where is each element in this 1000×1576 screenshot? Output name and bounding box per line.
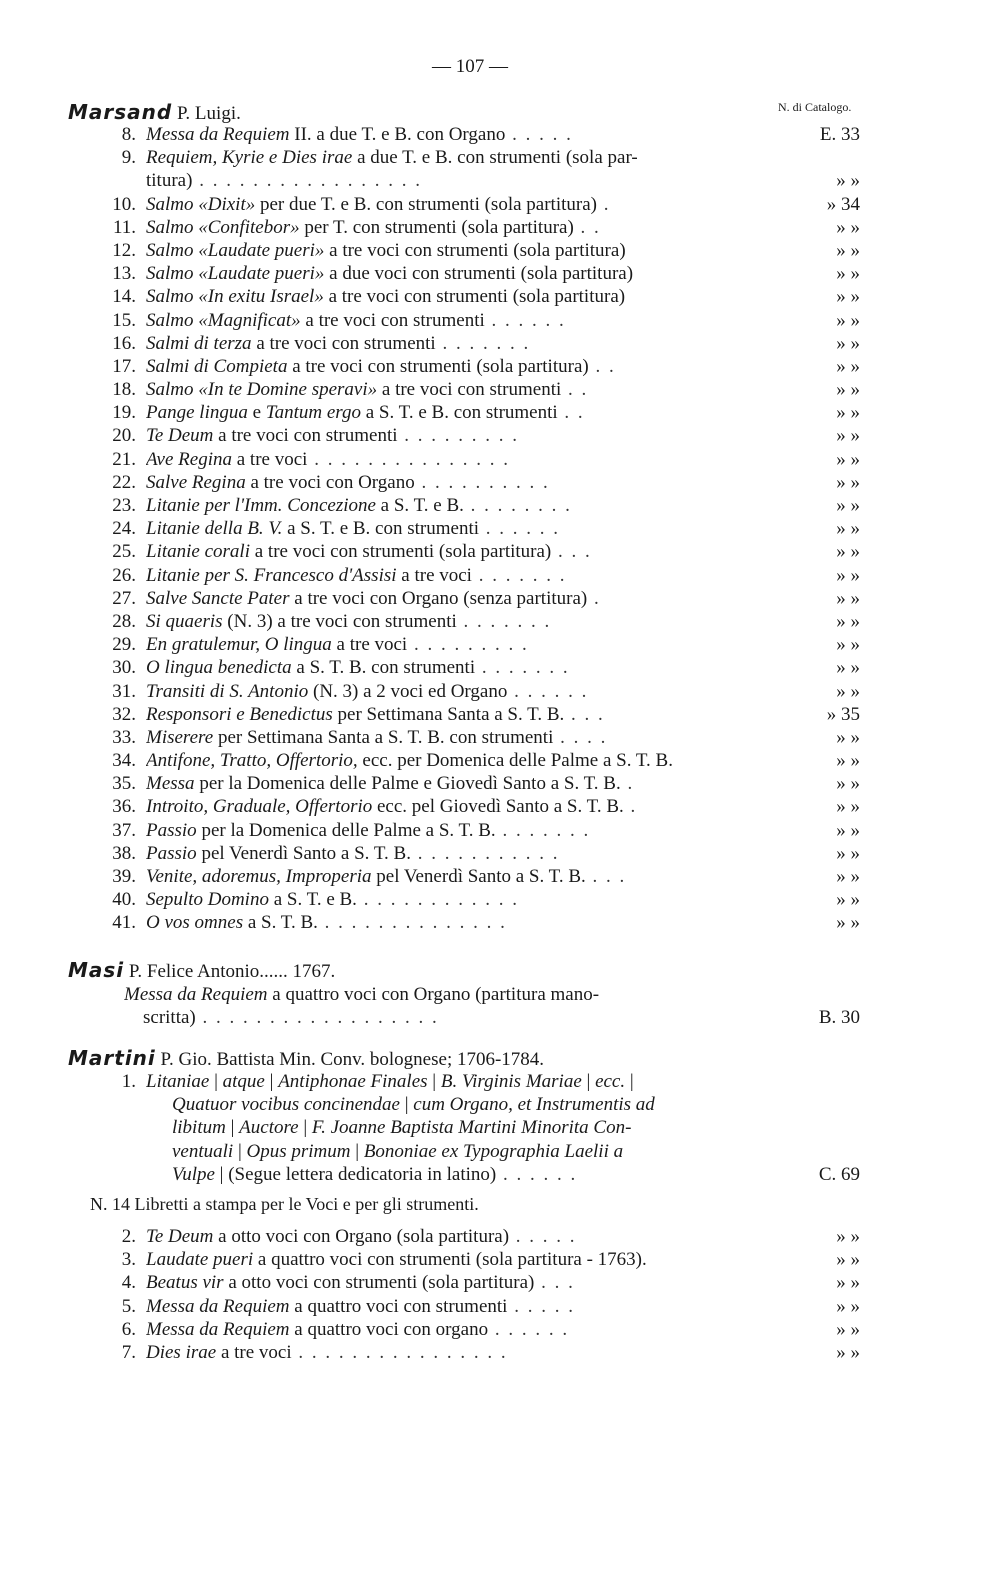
- leader-dots: . . . . . . . . . . . . . .: [317, 912, 507, 934]
- catalog-entry: [0, 1163, 1000, 1186]
- leader-dots: .: [620, 773, 635, 795]
- catalog-entry: [0, 1225, 1000, 1248]
- entry-title: Salmo «In exitu Israel» a tre voci con strumenti (sola partitura): [146, 286, 626, 308]
- leader-dots: . .: [561, 379, 589, 401]
- catalog-entry: [0, 726, 1000, 749]
- entry-title: Salmo «Magnificat» a tre voci con strumenti . . . . . .: [146, 309, 566, 331]
- catalog-entry: [0, 517, 1000, 540]
- leader-dots: .: [587, 587, 601, 609]
- leader-dots: . . . . . . .: [495, 819, 591, 841]
- catalog-number: » »: [836, 1341, 860, 1363]
- catalog-entry: [0, 448, 1000, 471]
- entry-title: Te Deum a tre voci con strumenti . . . . . . . . .: [146, 425, 520, 447]
- catalog-entry: [0, 983, 1000, 1006]
- entry-number: 20.: [112, 425, 136, 447]
- catalog-number: » »: [836, 402, 860, 424]
- catalog-entry: [0, 680, 1000, 703]
- catalog-entry: [0, 1248, 1000, 1271]
- leader-dots: . . . . . . . . . . . .: [356, 889, 519, 911]
- entry-title: libitum | Auctore | F. Joanne Baptista Martini Minorita Con-: [172, 1117, 632, 1139]
- entry-title: Ave Regina a tre voci . . . . . . . . . . . . . . .: [146, 448, 510, 470]
- entry-number: 24.: [112, 518, 136, 540]
- leader-dots: . .: [588, 355, 616, 377]
- leader-dots: . . . . . . . . . . .: [410, 842, 560, 864]
- entry-number: 15.: [112, 309, 136, 331]
- entry-number: 10.: [112, 193, 136, 215]
- entry-title: Pange lingua e Tantum ergo a S. T. e B. con strumenti . .: [146, 402, 585, 424]
- entry-number: 31.: [112, 680, 136, 702]
- catalog-number: C. 69: [818, 1163, 860, 1185]
- entry-number: 22.: [112, 471, 136, 493]
- leader-dots: . . . . . .: [507, 680, 589, 702]
- catalog-entry: [0, 332, 1000, 355]
- entry-title: Salve Regina a tre voci con Organo . . . . . . . . . .: [146, 471, 550, 493]
- entry-number: 27.: [112, 587, 136, 609]
- entry-number: 41.: [112, 912, 136, 934]
- catalog-entry: [0, 123, 1000, 146]
- author-rest: P. Felice Antonio...... 1767.: [124, 961, 336, 982]
- entry-number: 18.: [112, 379, 136, 401]
- catalog-number: » »: [836, 1295, 860, 1317]
- entry-number: 7.: [121, 1341, 136, 1363]
- entry-number: 40.: [112, 889, 136, 911]
- catalog-entry: [0, 309, 1000, 332]
- leader-dots: . . . . . . .: [475, 657, 570, 679]
- leader-dots: . . . . . . .: [435, 332, 531, 354]
- catalog-number: » »: [836, 309, 860, 331]
- entry-title: Quatuor vocibus concinendae | cum Organo, et Instrumentis ad: [172, 1094, 655, 1116]
- leader-dots: . . . . . .: [488, 1318, 570, 1340]
- catalog-number: » »: [836, 634, 860, 656]
- leader-dots: . . . . . . .: [456, 610, 552, 632]
- entry-number: 3.: [121, 1249, 136, 1271]
- catalog-number: » »: [836, 819, 860, 841]
- entry-title: Messa da Requiem a quattro voci con organo . . . . . .: [146, 1318, 570, 1340]
- entry-number: 16.: [112, 332, 136, 354]
- catalog-entry: [0, 540, 1000, 563]
- entry-number: 11.: [112, 216, 136, 238]
- catalog-entry: [0, 378, 1000, 401]
- catalog-number: E. 33: [819, 124, 860, 145]
- entry-title: scritta) . . . . . . . . . . . . . . . . . .: [124, 1007, 439, 1029]
- entry-title: O vos omnes a S. T. B. . . . . . . . . . . . . . .: [146, 912, 507, 934]
- catalog-number: » »: [836, 866, 860, 887]
- entry-title: Passio per la Domenica delle Palme a S. T. B. . . . . . . .: [146, 819, 591, 841]
- leader-dots: . . . . . . . .: [463, 495, 572, 516]
- author-heading-marsand: [68, 100, 241, 125]
- catalog-number: » »: [836, 216, 860, 238]
- author-surname: Marsand: [68, 100, 173, 124]
- catalog-entry: [0, 819, 1000, 842]
- catalog-number: » »: [836, 587, 860, 609]
- entry-number: 12.: [112, 239, 136, 261]
- entry-title: Messa da Requiem II. a due T. e B. con Organo . . . . .: [146, 124, 573, 145]
- leader-dots: . . . . . .: [484, 309, 566, 331]
- entry-title: Litanie corali a tre voci con strumenti (sola partitura) . . .: [146, 541, 592, 563]
- entry-title: titura) . . . . . . . . . . . . . . . . .: [146, 170, 422, 192]
- catalog-entry: [0, 1006, 1000, 1029]
- entry-title: Passio pel Venerdì Santo a S. T. B. . . . . . . . . . . .: [146, 842, 560, 864]
- leader-dots: . . . . . . . . . .: [414, 471, 550, 493]
- catalog-entry: [0, 193, 1000, 216]
- leader-dots: . . .: [534, 1272, 575, 1294]
- entry-title: Salmi di Compieta a tre voci con strumenti (sola partitura) . .: [146, 355, 616, 377]
- leader-dots: . . .: [551, 541, 592, 563]
- catalog-number: » »: [836, 1318, 860, 1340]
- catalog-number: » »: [836, 379, 860, 401]
- catalog-number: » »: [836, 239, 860, 261]
- catalog-entry: [0, 749, 1000, 772]
- entry-number: 8.: [121, 124, 136, 145]
- catalog-number: » »: [836, 518, 860, 540]
- entry-title: Si quaeris (N. 3) a tre voci con strumenti . . . . . . .: [146, 610, 552, 632]
- catalog-entry: [0, 401, 1000, 424]
- catalog-entry: [0, 355, 1000, 378]
- entry-title: Salmo «Confitebor» per T. con strumenti (sola partitura) . .: [146, 216, 601, 238]
- catalog-number: » »: [836, 912, 860, 934]
- entry-number: 19.: [112, 402, 136, 424]
- author-rest: P. Gio. Battista Min. Conv. bolognese; 1706-1784.: [155, 1049, 545, 1070]
- leader-dots: . . . . . . . . . . . . . . . .: [291, 1341, 508, 1363]
- entry-title: Beatus vir a otto voci con strumenti (sola partitura) . . .: [146, 1272, 575, 1294]
- catalog-entry: [0, 239, 1000, 262]
- entry-title: Litanie per l'Imm. Concezione a S. T. e B. . . . . . . . .: [146, 495, 572, 516]
- entry-title: Vulpe | (Segue lettera dedicatoria in latino) . . . . . .: [172, 1163, 578, 1185]
- entry-title: Litaniae | atque | Antiphonae Finales | B. Virginis Mariae | ecc. |: [146, 1071, 634, 1092]
- author-heading-masi: [68, 958, 335, 983]
- entry-number: 26.: [112, 564, 136, 586]
- leader-dots: . . . . . . . . . . . . . . .: [307, 448, 510, 470]
- catalog-entry: [0, 424, 1000, 447]
- catalog-number: » »: [836, 1226, 860, 1247]
- catalog-entry: [0, 1116, 1000, 1139]
- entry-title: Miserere per Settimana Santa a S. T. B. con strumenti . . . .: [146, 726, 608, 748]
- author-rest: P. Luigi.: [172, 103, 241, 124]
- entry-number: 28.: [112, 610, 136, 632]
- entry-number: 39.: [112, 866, 136, 887]
- entry-title: Dies irae a tre voci . . . . . . . . . . . . . . . .: [146, 1341, 508, 1363]
- entry-title: Salmo «Laudate pueri» a tre voci con strumenti (sola partitura): [146, 239, 626, 261]
- martini-note: N. 14 Libretti a stampa per le Voci e per gli strumenti.: [90, 1194, 479, 1214]
- catalog-number: » »: [836, 610, 860, 632]
- entry-number: 13.: [112, 263, 136, 285]
- catalog-entry: [0, 1295, 1000, 1318]
- catalog-entry: [0, 169, 1000, 192]
- entry-number: 2.: [121, 1226, 136, 1247]
- entry-number: 23.: [112, 495, 136, 516]
- entry-number: 5.: [121, 1295, 136, 1317]
- leader-dots: . . .: [585, 866, 627, 887]
- entry-title: En gratulemur, O lingua a tre voci . . . . . . . . .: [146, 634, 529, 656]
- entry-number: 35.: [112, 773, 136, 795]
- catalog-entry: [0, 888, 1000, 911]
- entry-title: O lingua benedicta a S. T. B. con strumenti . . . . . . .: [146, 657, 570, 679]
- entry-number: 9.: [121, 147, 136, 169]
- catalog-entry: [0, 772, 1000, 795]
- entry-title: Messa da Requiem a quattro voci con strumenti . . . . .: [146, 1295, 575, 1317]
- entry-number: 33.: [112, 726, 136, 748]
- entry-title: Responsori e Benedictus per Settimana Santa a S. T. B. . . .: [146, 703, 605, 725]
- catalog-number: » »: [836, 680, 860, 702]
- entry-number: 34.: [112, 750, 136, 772]
- masi-entry-list: [0, 983, 1000, 1029]
- leader-dots: . . . . .: [505, 124, 573, 145]
- entry-title: Messa per la Domenica delle Palme e Giovedì Santo a S. T. B. .: [146, 773, 635, 795]
- catalog-number: » »: [836, 750, 860, 772]
- author-surname: Martini: [68, 1046, 156, 1070]
- entry-number: 36.: [112, 796, 136, 818]
- catalog-number: » »: [836, 170, 860, 192]
- catalog-entry: [0, 587, 1000, 610]
- catalog-number: » »: [836, 425, 860, 447]
- martini-entry-list: [0, 1225, 1000, 1364]
- catalog-entry: [0, 494, 1000, 517]
- catalog-entry: [0, 564, 1000, 587]
- entry-title: Salmo «In te Domine speravi» a tre voci con strumenti . .: [146, 379, 589, 401]
- catalog-number: » »: [836, 726, 860, 748]
- leader-dots: . . . . . . . . . . . . . . . . .: [192, 170, 422, 192]
- catalog-number: » »: [836, 1272, 860, 1294]
- catalog-number: » »: [836, 471, 860, 493]
- entry-number: 1.: [121, 1071, 136, 1092]
- catalog-number: » »: [836, 541, 860, 563]
- entry-title: Antifone, Tratto, Offertorio, ecc. per Domenica delle Palme a S. T. B.: [146, 750, 673, 772]
- catalog-entry: [0, 1318, 1000, 1341]
- catalog-entry: [0, 285, 1000, 308]
- entry-title: Sepulto Domino a S. T. e B. . . . . . . . . . . . .: [146, 889, 519, 911]
- catalog-number: » »: [836, 564, 860, 586]
- leader-dots: . . . . . . . . .: [397, 425, 520, 447]
- entry-number: 14.: [112, 286, 136, 308]
- catalog-entry: [0, 1093, 1000, 1116]
- catalog-number: » »: [836, 286, 860, 308]
- leader-dots: . . . . . . . . .: [407, 634, 529, 656]
- catalog-entry: [0, 656, 1000, 679]
- leader-dots: . . . . . . .: [471, 564, 567, 586]
- entry-title: Venite, adoremus, Improperia pel Venerdì Santo a S. T. B. . . .: [146, 866, 627, 887]
- leader-dots: . .: [573, 216, 601, 238]
- leader-dots: . . . . .: [507, 1295, 575, 1317]
- catalog-entry: [0, 1070, 1000, 1093]
- entry-title: Laudate pueri a quattro voci con strumenti (sola partitura - 1763).: [146, 1249, 647, 1271]
- entry-title: Messa da Requiem a quattro voci con Organo (partitura mano-: [124, 984, 600, 1005]
- catalog-number: » »: [836, 495, 860, 516]
- martini-first-entry: [0, 1070, 1000, 1186]
- catalog-entry: [0, 842, 1000, 865]
- catalog-number: » »: [836, 355, 860, 377]
- entry-number: 30.: [112, 657, 136, 679]
- entry-title: Te Deum a otto voci con Organo (sola partitura) . . . . .: [146, 1226, 577, 1247]
- entry-title: Litanie della B. V. a S. T. e B. con strumenti . . . . . .: [146, 518, 561, 540]
- catalog-entry: [0, 216, 1000, 239]
- entry-number: 25.: [112, 541, 136, 563]
- catalog-number: » »: [836, 448, 860, 470]
- catalog-entry: [0, 146, 1000, 169]
- catalog-number: » »: [836, 263, 860, 285]
- leader-dots: . .: [557, 402, 585, 424]
- catalog-number: B. 30: [818, 1007, 860, 1029]
- catalog-entry: [0, 633, 1000, 656]
- catalog-entry: [0, 865, 1000, 888]
- catalog-entry: [0, 911, 1000, 934]
- page-number: — 107 —: [432, 56, 508, 77]
- leader-dots: .: [623, 796, 638, 818]
- entry-number: 6.: [121, 1318, 136, 1340]
- catalog-number: » »: [836, 796, 860, 818]
- catalog-entry: [0, 795, 1000, 818]
- leader-dots: . . . . . . . . . . . . . . . . . .: [195, 1007, 439, 1029]
- catalog-entry: [0, 610, 1000, 633]
- marsand-entry-list: [0, 123, 1000, 935]
- entry-title: Salve Sancte Pater a tre voci con Organo (senza partitura) .: [146, 587, 601, 609]
- catalog-number: » 35: [826, 703, 860, 725]
- catalog-number: » »: [836, 889, 860, 911]
- author-surname: Masi: [68, 958, 125, 982]
- catalog-entry: [0, 262, 1000, 285]
- entry-title: Requiem, Kyrie e Dies irae a due T. e B. con strumenti (sola par-: [146, 147, 638, 169]
- entry-number: 17.: [112, 355, 136, 377]
- entry-title: Salmo «Laudate pueri» a due voci con strumenti (sola partitura): [146, 263, 634, 285]
- leader-dots: . . . . .: [509, 1226, 577, 1247]
- catalog-entry: [0, 471, 1000, 494]
- entry-number: 4.: [121, 1272, 136, 1294]
- entry-number: 29.: [112, 634, 136, 656]
- catalog-number: » »: [836, 842, 860, 864]
- leader-dots: . . . . . .: [479, 518, 561, 540]
- entry-title: Introito, Graduale, Offertorio ecc. pel Giovedì Santo a S. T. B. .: [146, 796, 638, 818]
- catalog-number: » »: [836, 332, 860, 354]
- entry-title: Litanie per S. Francesco d'Assisi a tre voci . . . . . . .: [146, 564, 567, 586]
- catalog-entry: [0, 1271, 1000, 1294]
- leader-dots: .: [596, 193, 611, 215]
- entry-number: 38.: [112, 842, 136, 864]
- catalog-entry: [0, 1341, 1000, 1364]
- leader-dots: . . .: [564, 703, 605, 725]
- leader-dots: . . . . . .: [496, 1163, 578, 1185]
- catalog-entry: [0, 1140, 1000, 1163]
- entry-title: Salmi di terza a tre voci con strumenti . . . . . . .: [146, 332, 531, 354]
- entry-title: Transiti di S. Antonio (N. 3) a 2 voci ed Organo . . . . . .: [146, 680, 589, 702]
- catalog-number: » 34: [826, 193, 860, 215]
- catalog-number: » »: [836, 657, 860, 679]
- entry-title: Salmo «Dixit» per due T. e B. con strumenti (sola partitura) .: [146, 193, 611, 215]
- catalog-entry: [0, 703, 1000, 726]
- catalog-column-header: N. di Catalogo.: [778, 100, 852, 114]
- leader-dots: . . . .: [553, 726, 608, 748]
- entry-title: ventuali | Opus primum | Bononiae ex Typographia Laelii a: [172, 1140, 624, 1162]
- catalog-number: » »: [836, 773, 860, 795]
- author-heading-martini: [68, 1046, 544, 1071]
- entry-number: 21.: [112, 448, 136, 470]
- catalog-number: » »: [836, 1249, 860, 1271]
- entry-number: 37.: [112, 819, 136, 841]
- entry-number: 32.: [112, 703, 136, 725]
